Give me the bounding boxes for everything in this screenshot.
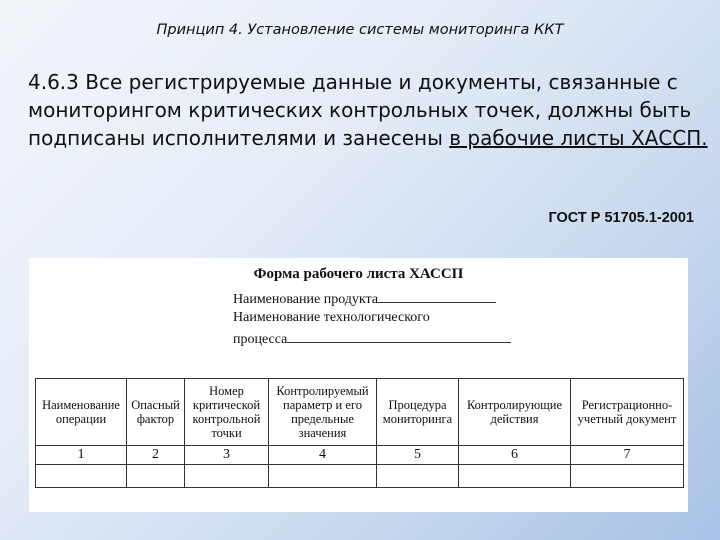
haccp-worksheet-image [29, 258, 688, 512]
source-reference: ГОСТ Р 51705.1-2001 [548, 210, 694, 226]
process-name-label-cont: процесса [233, 332, 288, 347]
paragraph-underlined-text: в рабочие листы ХАССП. [449, 126, 708, 150]
process-name-line [287, 330, 511, 343]
product-name-label: Наименование продукта [233, 292, 379, 307]
process-name-field-cont [233, 330, 511, 348]
table-header-row [36, 379, 684, 446]
column-header: Процедура мониторинга [377, 379, 459, 446]
column-header: Регистрационно-учетный документ [571, 379, 684, 446]
column-header: Номер критической контрольной точки [185, 379, 269, 446]
column-header: Контролирующие действия [459, 379, 571, 446]
table-number-row [36, 446, 684, 465]
column-number: 4 [269, 446, 377, 465]
column-number: 6 [459, 446, 571, 465]
paragraph-text: 4.6.3 Все регистрируемые данные и документы, связанные с мониторингом критических контрольных точек, должны быть подписаны исполнителями и занесены [28, 70, 692, 150]
column-header: Опасный фактор [127, 379, 185, 446]
product-name-field [233, 290, 496, 308]
column-header: Наименование операции [36, 379, 127, 446]
table-cell [377, 465, 459, 488]
table-cell [571, 465, 684, 488]
column-number: 3 [185, 446, 269, 465]
table-cell [36, 465, 127, 488]
column-number: 7 [571, 446, 684, 465]
form-title: Форма рабочего листа ХАССП [253, 266, 464, 282]
column-number: 1 [36, 446, 127, 465]
haccp-table [35, 378, 684, 488]
table-cell [185, 465, 269, 488]
table-cell [459, 465, 571, 488]
table-empty-row [36, 465, 684, 488]
product-name-line [378, 290, 496, 303]
slide-title: Принцип 4. Установление системы мониторинга ККТ [156, 22, 564, 38]
column-number: 5 [377, 446, 459, 465]
process-name-label: Наименование технологического [233, 310, 430, 325]
table-cell [269, 465, 377, 488]
process-name-field [233, 310, 430, 326]
main-paragraph [28, 68, 708, 152]
table-cell [127, 465, 185, 488]
column-header: Контролируемый параметр и его предельные значения [269, 379, 377, 446]
column-number: 2 [127, 446, 185, 465]
